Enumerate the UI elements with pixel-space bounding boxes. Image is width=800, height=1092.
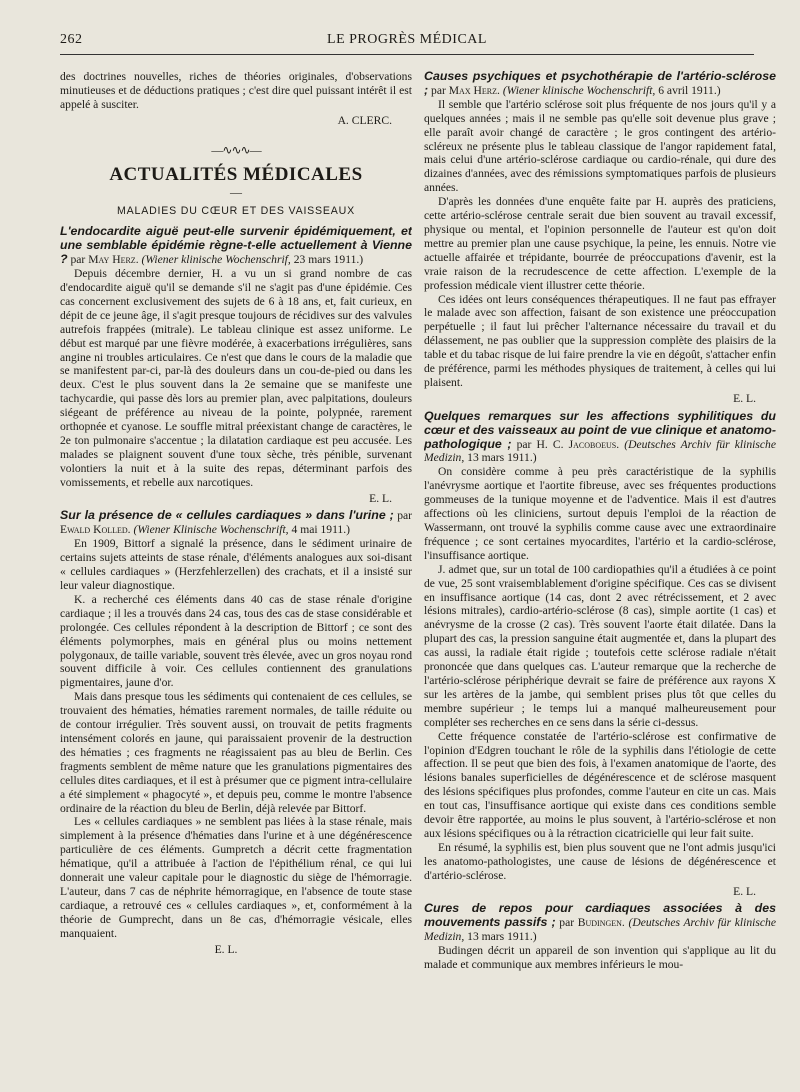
article-heading bbox=[424, 70, 776, 98]
article-paragraph: D'après les données d'une enquête faite par H. auprès des praticiens, cette artério-sclérose centrale serait due bien souvent au travail excessif, physique ou mental, et l'opinion personnelle de l'auteur est qu'on doit mettre au premier plan une cause psychique, la peine, les ennuis. Notre vie actuelle affairée et trépidante, bourrée de préoccupations d'avenir, est la vraie raison de la recrudescence de cette affection. L'exemple de la profession médicale vient illustrer cette théorie. bbox=[424, 195, 776, 292]
article-by: par bbox=[393, 509, 412, 523]
article-author: Budingen. bbox=[577, 916, 625, 930]
article-author: H. C. Jacoboeus. bbox=[536, 437, 620, 451]
article-paragraph: En résumé, la syphilis est, bien plus souvent que ne l'ont admis jusqu'ici les anatomo-pathologistes, une cause de lésions de dégénérescence et d'artério-sclérose. bbox=[424, 840, 776, 882]
article-heading bbox=[424, 902, 776, 944]
article-source: (Deutsches Archiv für klinische Medizin, bbox=[424, 916, 776, 944]
article-signature: E. L. bbox=[369, 491, 392, 505]
article-author: Ewald Kolled. bbox=[60, 523, 131, 537]
article-title: Causes psychiques et psychothérapie de l'artério-sclérose ; bbox=[424, 70, 776, 97]
intro-paragraph: des doctrines nouvelles, riches de théories originales, d'observations minutieuses et de déductions pratiques ; c'est dire quel puissant intérêt il est appelé à susciter. bbox=[60, 70, 412, 111]
article-signature: E. L. bbox=[733, 391, 756, 405]
article-paragraph: On considère comme à peu près caractéristique de la syphilis l'anévrysme aortique et l'aortite fibreuse, avec ses fréquentes productions gommeuses de la tunique moyenne et de l'adventice. Mais il est d'autres affections où les cliniciens, surtout depuis l'emploi de la réaction de Wassermann, ont trouvé la syphilis comme cause avec une extraordinaire fréquence ; ce sont certaines myocardites, l'artério et la cardio-sclérose, l'insuffisance aortique. bbox=[424, 465, 776, 562]
article-heading bbox=[424, 410, 776, 466]
article-by: par bbox=[67, 253, 89, 267]
article-title: L'endocardite aiguë peut-elle survenir épidémiquement, et une semblable épidémie règne-t-elle actuellement à Vienne ? bbox=[60, 224, 412, 267]
journal-title: LE PROGRÈS MÉDICAL bbox=[327, 32, 487, 47]
article-paragraph: Budingen décrit un appareil de son invention qui s'applique au lit du malade et communique aux membres inférieurs le mou- bbox=[424, 944, 776, 972]
article-signature: E. L. bbox=[214, 942, 238, 956]
article-by: par bbox=[428, 83, 449, 97]
article-date: 4 mai 1911.) bbox=[288, 523, 350, 537]
page-number: 262 bbox=[60, 32, 83, 47]
article-by: par bbox=[555, 916, 578, 930]
article-source: (Wiener klinische Wochenschrift, bbox=[502, 83, 656, 97]
section-title: ACTUALITÉS MÉDICALES bbox=[109, 163, 363, 185]
article-by: par bbox=[511, 437, 537, 451]
article-paragraph: K. a recherché ces éléments dans 40 cas de stase rénale d'origine cardiaque ; il les a trouvés dans 24 cas, tous des cas de stase considérable et prolongée. Ces cellules répondent à la description de Bittorf ; ce sont des éléments polymorphes, mais en général plus ou moins nettement polygonaux, de taille variable, souvent très élevée, avec un gros noyau rond souvent difficile à voir. Ces cellules contiennent des granulations pigmentaires, jaune d'or. bbox=[60, 592, 412, 690]
article-title: Quelques remarques sur les affections syphilitiques du cœur et des vaisseaux au point de vue clinique et anatomo-pathologique ; bbox=[424, 408, 776, 451]
article-cellules-cardiaques bbox=[60, 509, 412, 956]
article-signature: E. L. bbox=[733, 884, 756, 898]
article-heading bbox=[60, 225, 412, 267]
article-paragraph: Ces idées ont leurs conséquences thérapeutiques. Il ne faut pas effrayer le malade avec son affection, faisant de son existence une préoccupation perpétuelle ; il faut lui prêcher l'alternance nécessaire du travail et du délassement, ne pas oublier que la suppression complète des plaisirs de la table et du tabac risque de lui faire prendre la vie en dégoût, s'attacher enfin de préférence, parmi les méthodes physiques de traitement, à celles qui lui plaisent. bbox=[424, 292, 776, 389]
ornament-divider: —∿∿∿— bbox=[211, 142, 261, 157]
article-source: (Wiener klinische Wochenschrif, bbox=[141, 253, 291, 267]
intro-signature: A. CLERC. bbox=[337, 113, 392, 127]
article-paragraph: Les « cellules cardiaques » ne semblent pas liées à la stase rénale, mais simplement à la présence d'hématies dans l'urine et à une dégénérescence particulière de ces éléments. Gumpretch a décrit cette fragmentation hématique, qu'il a attribuée à l'action de l'épithélium rénal, ce qui lui donnerait une valeur capitale pour le diagnostic du siège de l'hémorragie. L'auteur, dans 7 cas de néphrite hémorragique, en l'absence de toute stase cardiaque, a retrouvé ces « cellules cardiaques », et, conformément à la théorie de Gumprecht, dans un 8e cas, d'hémorragie vésicale, elles manquaient. bbox=[60, 815, 412, 940]
article-cures-de-repos bbox=[424, 902, 776, 972]
article-title: Cures de repos pour cardiaques associées à des mouvements passifs ; bbox=[424, 901, 776, 930]
article-paragraph: Cette fréquence constatée de l'artério-sclérose est confirmative de l'opinion d'Edgren touchant le rôle de la syphilis dans l'étiologie de cette affection. Il se peut que bien des fois, à l'examen anatomique de l'aorte, des lésions banales superficielles de dégénérescence et de sclérose masquent des lésions spécifiques plus profondes, comme l'auteur en cite un cas. Mais en tout cas, l'insuffisance aortique qui existe dans ces conditions semble devoir être rapportée, au moins le plus souvent, à l'artério-sclérose et non aux lésions spécifiques ou à la rétraction cicatricielle qui leur fait suite. bbox=[424, 729, 776, 840]
article-date: 23 mars 1911.) bbox=[290, 253, 364, 267]
article-source: (Deutsches Archiv für klinische Medizin, bbox=[424, 437, 776, 465]
article-paragraph: Mais dans presque tous les sédiments qui contenaient de ces cellules, se trouvaient des hématies, hématies rarement normales, de taille réduite ou de contour irrégulier. Très souvent aussi, on trouvait de petits fragments intensément colorés en jaune, qui paraissaient provenir de la destruction des hématies ; ces fragments ne réagissaient pas au bleu de Berlin. Ces fragments semblent de même nature que les granulations pigmentaires des cellules dites cardiaques, et il est à présumer que ce pigment intra-cellulaire a été simplement « phagocyté », et depuis peu, comme le montre l'absence ordinaire de la réaction du bleu de Berlin, déjà relevée par Bittorf. bbox=[60, 690, 412, 815]
article-author: May Herz. bbox=[88, 253, 139, 267]
article-paragraph: J. admet que, sur un total de 100 cardiopathies qu'il a étudiées à ce point de vue, 25 sont vraisemblablement d'origine spécifique. Ces cas se divisent en insuffisance aortique (14 cas, dont 2 avec rétrécissement, et 2 avec lésions mitrales), cardio-artério-sclérose (8 cas), simple aortite (1 cas) et anévrysme de la crosse (2 cas). Très souvent l'aorte était dilatée. Dans la plupart des cas, la pression sanguine était augmentée et, dans la plupart des cas aussi, la radiale était rigide ; toutefois cette sclérose radiale n'était prononcée que dans quelques cas. L'auteur remarque que la recherche de l'artério-sclérose périphérique devrait se faire de préférence aux rayons X sur les artères de la jambe, qui semblent prises plus tôt que celles du membre supérieur ; le temps lui a manqué malheureusement pour compléter ses recherches en ce sens dans la série ci-dessus. bbox=[424, 562, 776, 729]
article-author: Max Herz. bbox=[448, 83, 500, 97]
right-column bbox=[424, 70, 776, 1072]
left-column bbox=[60, 70, 412, 1072]
article-paragraph: Il semble que l'artério sclérose soit plus fréquente de nos jours qu'il y a quelques années ; mais il ne semble pas qu'elle soit devenue plus grave ; elle paraît avoir changé de caractère ; le gros contingent des artério-scléreux ne présente plus le tableau classique de l'angor rapidement fatal, mais celui d'une artério-sclérose cardiaque ou cardio-rénale, qui dure des dizaines d'années, avec des rémissions symptomatiques parfois de plusieurs années. bbox=[424, 97, 776, 195]
article-source: (Wiener Klinische Wochenschrift, bbox=[133, 523, 289, 537]
article-date: 13 mars 1911.) bbox=[464, 930, 537, 944]
article-paragraph: En 1909, Bittorf a signalé la présence, dans le sédiment urinaire de certains sujets atteints de stase rénale, d'éléments analogues aux soi-disant « cellules cardiaques » (Herzfehlerzellen) des crachats, et il a insisté sur leur valeur diagnostique. bbox=[60, 537, 412, 592]
article-syphilis bbox=[424, 410, 776, 899]
article-arteriosclerose bbox=[424, 70, 776, 406]
article-date: 13 mars 1911.) bbox=[464, 451, 537, 465]
article-endocardite bbox=[60, 225, 412, 505]
article-date: 6 avril 1911.) bbox=[655, 83, 721, 97]
page-header bbox=[60, 32, 754, 52]
article-paragraph: Depuis décembre dernier, H. a vu un si grand nombre de cas d'endocardite aiguë qu'il se demande s'il ne s'agit pas d'une épidémie. Ces cas concernent exclusivement des sujets de 6 à 18 ans, et, fait curieux, en dépit de ce jeune âge, il s'agit presque toujours de récidives sur des valvules autrefois frappées (mitrale). Le tableau clinique est assez uniforme. Le début est marqué par une fièvre modérée, à exacerbations irrégulières, sans angine ni troubles articulaires. Ce n'est que dans le cours de la maladie que se manifestent par-ci, par-là des douleurs dans un cou-de-pied ou dans les deux. C'est le plus souvent dans la 2e semaine que se manifeste une tachycardie, qui passe dès lors au premier plan, avec palpitations, douleurs siégeant de préférence au niveau de la pointe, polypnée, rarement orthopnée et cyanose. Le souffle mitral préexistant change de caractères, le 2e ton pulmonaire s'accentue ; la dilatation cardiaque est peu accusée. Les malades se plaignent souvent d'une toux sèche, très pénible, survenant volontiers la nuit et à la suite des repas, déterminant parfois des vomissements, et rebelle aux narcotiques. bbox=[60, 267, 412, 489]
section-dash: — bbox=[230, 184, 242, 199]
header-rule bbox=[60, 54, 754, 55]
article-title: Sur la présence de « cellules cardiaques » dans l'urine ; bbox=[60, 508, 394, 523]
subsection-title: MALADIES DU CŒUR ET DES VAISSEAUX bbox=[117, 205, 355, 218]
article-heading bbox=[60, 509, 412, 537]
